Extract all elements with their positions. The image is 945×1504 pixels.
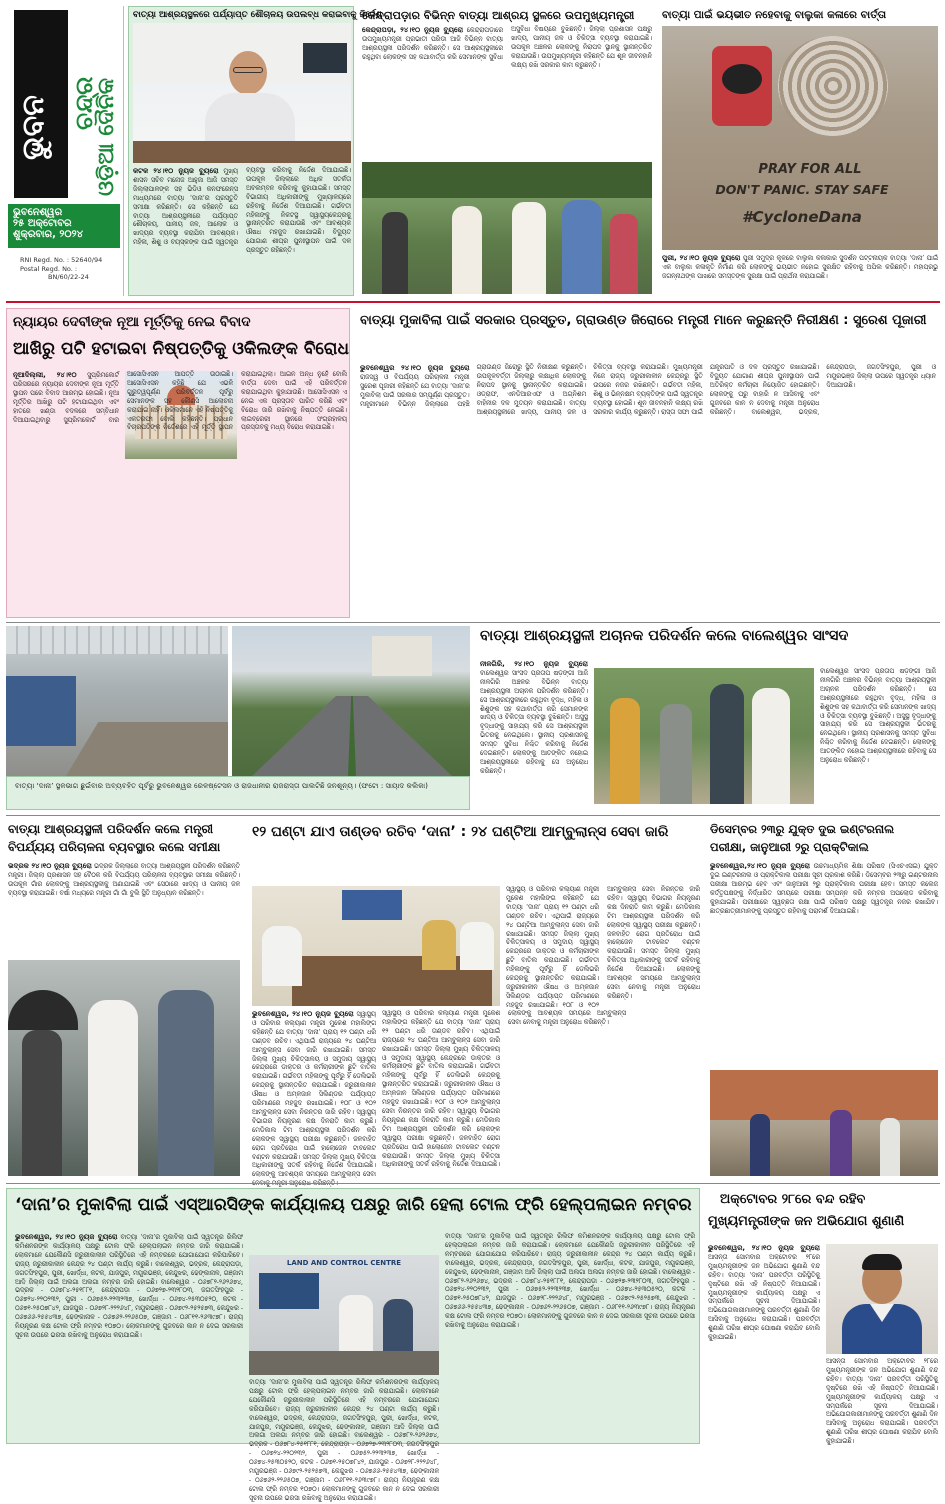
story-src-text-mid: ବାତ୍ୟା ‘ଦାନା’ର ମୁକାବିଲା ପାଇଁ ସ୍ୱତନ୍ତ୍ର ରିଲିଫ କମିଶନରଙ୍କ କାର୍ଯ୍ୟାଳୟ ପକ୍ଷରୁ ଟୋଲ ଫ୍ରି ହେଲ୍ପଲାଇନ ନମ୍ବର ଜାରି କରାଯାଇଛି। ଲୋକମାନେ ଯେକୌଣସି ଜରୁରୀକାଳୀନ ପରିସ୍ଥିତିରେ ଏହି ନମ୍ବରରେ ଯୋଗାଯୋଗ କରିପାରିବେ। ରାଜ୍ୟ ଜରୁରୀକାଳୀନ କେନ୍ଦ୍ର ୨୪ ଘଣ୍ଟା କାର୍ଯ୍ୟ କରୁଛି। ବାଲେଶ୍ୱର, ଭଦ୍ରକ, କେନ୍ଦ୍ରାପଡ଼ା, ଜଗତସିଂହପୁର, ପୁରୀ, ଖୋର୍ଦ୍ଧା, କଟକ, ଯାଜପୁର, ମୟୂରଭଞ୍ଜ, କେନ୍ଦୁଝର, ଢେଙ୍କାନାଳ, ଗଞ୍ଜାମ ଆଦି ଜିଲ୍ଲା ପାଇଁ ଅଲଗା ଅଲଗା ନମ୍ବର ଜାରି ହୋଇଛି। ବାଲେଶ୍ୱର - ୦୬୭୮୨-୨୬୨୬୭୪, ଭଦ୍ରକ - ୦୬୭୮୪-୨୫୧୮୮୧, କେନ୍ଦ୍ରାପଡ଼ା - ୦୬୭୨୭-୨୩୨୮୦୩, ଜଗତସିଂହପୁର - ୦୬୭୨୪-୨୨୦୨୩୨, ପୁରୀ - ୦୬୭୫୨-୨୨୩୨୩୭, ଖୋର୍ଦ୍ଧା - ୦୬୭୪-୨୫୩୦୫୨୦, କଟକ - ୦୬୭୧-୨୫୦୭୮୪୨, ଯାଜପୁର - ୦୬୭୨୮-୨୨୨୬୪୮, ମୟୂରଭଞ୍ଜ - ୦୬୭୯୨-୨୫୨୫୭୩, କେନ୍ଦୁଝର - ୦୬୭୬୬-୨୫୫୪୩୭, ଢେଙ୍କାନାଳ - ୦୬୭୬୨-୨୨୬୫୦୭, ଗଞ୍ଜାମ - ୦୬୮୧୧-୨୬୩୯୭୮। ରାଜ୍ୟ ନିୟନ୍ତ୍ରଣ କକ୍ଷ ଟୋଲ ଫ୍ରି ନମ୍ବର ୧୦୭୦। ଲୋକମାନଙ୍କୁ ଗୁଜବରେ କାନ ନ ଦେଇ ସରକାରୀ ସୂଚନା ଉପରେ ଭରସା ରଖିବାକୁ ଅନୁରୋଧ କରାଯାଇଛି। [249, 1379, 439, 1502]
mp-photo [594, 668, 814, 804]
postal-label: Postal Regd. No. : [20, 264, 78, 273]
masthead-date: ୨୫ ଅକ୍ଟୋବର [13, 218, 72, 229]
review-photo [8, 960, 240, 1176]
src-photo-desk [249, 1351, 439, 1375]
story-sand-headline: ବାତ୍ୟା ପାଇଁ ଭୟଭୀତ ନହେବାକୁ ବାଲୁକା କଳାରେ ବାର୍ତ୍ତା [662, 9, 887, 21]
story-cs [128, 6, 382, 296]
masthead-regd [20, 256, 120, 282]
logo-title-line1: ଭୁବନ [16, 95, 51, 160]
logo-title-line2: ଚନ୍ଦ୍ର [70, 76, 98, 130]
exam-photo [710, 1070, 938, 1176]
story-court [6, 308, 350, 618]
story-dycm-text: କେନ୍ଦ୍ରାପଡ଼ାରେ ଉପମୁଖ୍ୟମନ୍ତ୍ରୀ ପ୍ରଭାତୀ ପରିଡ଼ା ଆଜି ବିଭିନ୍ନ ବାତ୍ୟା ଆଶ୍ରୟସ୍ଥଳୀ ପରିଦର୍ଶନ କରିଛନ୍ତି। ସେ ଆଶ୍ରୟସ୍ଥଳୀରେ ରହୁଥିବା ଲୋକଙ୍କ ସହ କଥାବାର୍ତ୍ତା କରି ସେମାନଙ୍କ ସୁବିଧା ଅସୁବିଧା ବିଷୟରେ ବୁଝିଛନ୍ତି। ଜିଲ୍ଲା ପ୍ରଶାସନ ପକ୍ଷରୁ ଖାଦ୍ୟ, ପାନୀୟ ଜଳ ଓ ଚିକିତ୍ସା ବ୍ୟବସ୍ଥା କରାଯାଇଛି। ଉପକୂଳ ଅଞ୍ଚଳର ଲୋକଙ୍କୁ ନିରାପଦ ସ୍ଥାନକୁ ସ୍ଥାନାନ୍ତରିତ କରାଯାଉଛି। ଉପମୁଖ୍ୟମନ୍ତ୍ରୀ କହିଛନ୍ତି ଯେ ଶୂନ ଜୀବନହାନି ଲକ୍ଷ୍ୟ ରଖି ସରକାର କାମ କରୁଛନ୍ତି। [362, 26, 652, 69]
story-exam-headline-1: ଡିସେମ୍ବର ୨୩ରୁ ଯୁକ୍ତ ଦୁଇ ଇଣ୍ଟରନାଲ [710, 822, 895, 836]
story-cm-text-cont: ଆସନ୍ତା ସୋମବାର ଅକ୍ଟୋବର ୨୮ରେ ମୁଖ୍ୟମନ୍ତ୍ରୀଙ୍କ ଜନ ଅଭିଯୋଗ ଶୁଣାଣି ବନ୍ଦ ରହିବ। ବାତ୍ୟା ‘ଦାନା’ ପରବର୍ତ୍ତୀ ପରିସ୍ଥିତିକୁ ଦୃଷ୍ଟିରେ ରଖି ଏହି ନିଷ୍ପତ୍ତି ନିଆଯାଇଛି। ମୁଖ୍ୟମନ୍ତ୍ରୀଙ୍କ କାର୍ଯ୍ୟାଳୟ ପକ୍ଷରୁ ଏ ସମ୍ପର୍କରେ ସୂଚନା ଦିଆଯାଇଛି। ଅଭିଯୋଗକାରୀମାନଙ୍କୁ ପରବର୍ତ୍ତୀ ଶୁଣାଣି ଦିନ ଆସିବାକୁ ଅନୁରୋଧ କରାଯାଇଛି। ପରବର୍ତ୍ତୀ ଶୁଣାଣି ତାରିଖ ଶୀଘ୍ର ଘୋଷଣା କରାଯିବ ବୋଲି କୁହାଯାଇଛି। [826, 1358, 938, 1446]
story-ambulance-body-right [506, 886, 700, 1176]
masthead-day-year: ଶୁକ୍ରବାର, ୨୦୨୪ [13, 229, 83, 240]
road-buildings [372, 636, 432, 676]
story-exam-body [710, 862, 938, 1066]
story-src [6, 1188, 700, 1502]
story-court-body [13, 371, 347, 615]
exam-photo-student-3 [880, 1118, 900, 1176]
masthead-logo [8, 10, 120, 200]
story-ambulance [248, 820, 704, 1178]
cm-photo [826, 1244, 938, 1354]
sand-text-1: PRAY FOR ALL [758, 162, 862, 177]
story-exam-headline-2: ପରୀକ୍ଷା, ଜାନୁଆରୀ ୨ରୁ ପ୍ରାକ୍ଟିକାଲ [710, 840, 869, 854]
dycm-photo-person-5 [610, 214, 638, 294]
story-cm-headline-2: ମୁଖ୍ୟମନ୍ତ୍ରୀଙ୍କ ଜନ ଅଭିଯୋଗ ଶୁଣାଣି [708, 1214, 905, 1229]
story-mp-dateline: ନୀଳଗିରି, ୨୪।୧୦ ନ୍ୟୁଜ ବ୍ୟୁରୋ [480, 660, 588, 668]
story-minister-headline: ବାତ୍ୟା ମୁକାବିଲା ପାଇଁ ସରକାର ପ୍ରସ୍ତୁତ, ଗ୍ରାଉଣ୍ଡ ଜିରୋରେ ମନ୍ତ୍ରୀ ମାନେ କରୁଛନ୍ତି ନିରୀକ୍ଷଣ : ସୁରେଶ ପୂଜାରୀ [360, 313, 927, 328]
story-src-body-mid [249, 1379, 439, 1502]
sand-sculpture-deity-face [722, 64, 762, 94]
masthead-date-box [8, 204, 120, 248]
story-src-body-left [15, 1233, 243, 1441]
dycm-photo-person-4 [562, 200, 602, 294]
story-sand-text: ପୁରୀ ସମୁଦ୍ର କୂଳରେ ବାଲୁକା କଳାକାର ସୁଦର୍ଶନ ପଟ୍ଟନାୟକ ବାତ୍ୟା ‘ଦାନା’ ପାଇଁ ଏକ ବାଲୁକା କଳାକୃତି ନିର୍ମାଣ କରି ଲୋକଙ୍କୁ ଭୟଭୀତ ନହୋଇ ସୁରକ୍ଷିତ ରହିବାକୁ ଅପିଲ କରିଛନ୍ତି। ମହାପ୍ରଭୁ ଜଗନ୍ନାଥଙ୍କ ପାଖରେ ସମସ୍ତଙ୍କ ସୁରକ୍ଷା ପାଇଁ ପ୍ରାର୍ଥନା କରାଯାଇଛି। [662, 255, 938, 280]
dycm-photo-person-2 [452, 206, 482, 294]
story-src-dateline: ଭୁବନେଶ୍ୱର, ୨୪।୧୦ ନ୍ୟୁଜ ବ୍ୟୁରୋ [15, 1233, 118, 1241]
story-src-body-right [445, 1233, 695, 1441]
road-photo [232, 626, 470, 776]
story-cs-dateline: କଟକ ୨୪।୧୦ ନ୍ୟୁଜ ବ୍ୟୁରୋ [133, 167, 219, 175]
story-review-headline-1: ବାତ୍ୟା ଆଶ୍ରୟସ୍ଥଳୀ ପରିଦର୍ଶନ କଲେ ମନ୍ତ୍ରୀ [8, 822, 214, 836]
mp-photo-woman-1 [610, 698, 640, 804]
story-dycm-headline: କେନ୍ଦ୍ରାପଡ଼ାର ବିଭିନ୍ନ ବାତ୍ୟା ଆଶ୍ରୟ ସ୍ଥଳରେ ଉପମୁଖ୍ୟମନ୍ତ୍ରୀ [362, 9, 635, 22]
src-photo [249, 1255, 439, 1375]
story-review-headline-2: ବିପର୍ଯ୍ୟୟ ପରିଚାଳନା ବ୍ୟବସ୍ଥାର କଲେ ସମୀକ୍ଷା [8, 840, 221, 854]
exam-photo-student-2 [830, 1110, 852, 1176]
logo-title-line3: ଓଡ଼ିଆ ଦୈନିକ [94, 78, 119, 196]
cs-photo-monitor [303, 43, 347, 73]
cs-photo-person-head [229, 51, 267, 95]
photo-strip-caption-box [6, 776, 470, 810]
divider-bottom [6, 1183, 940, 1184]
story-cm-headline-1: ଅକ୍ଟୋବର ୨୮ରେ ବନ୍ଦ ରହିବ [720, 1192, 866, 1207]
review-photo-umbrella [8, 990, 78, 1030]
story-cm [706, 1188, 940, 1444]
story-cs-text: ମୁଖ୍ୟ ଶାସନ ସଚିବ ମନୋଜ ଆହୁଜା ଆଜି ସମସ୍ତ ଜିଲ୍ଲାପାଳଙ୍କ ସହ ଭିଡିଓ କନଫରେନ୍ସ ମାଧ୍ୟମରେ ବାତ୍ୟା ‘ଦାନା’ର ପ୍ରସ୍ତୁତି ସମୀକ୍ଷା କରିଛନ୍ତି। ସେ କହିଛନ୍ତି ଯେ ବାତ୍ୟା ଆଶ୍ରୟସ୍ଥଳୀରେ ପର୍ଯ୍ୟାପ୍ତ ଶୌଚାଳୟ, ପାନୀୟ ଜଳ, ଆଲୋକ ଓ ଖାଦ୍ୟର ବ୍ୟବସ୍ଥା କରାଯିବା ଆବଶ୍ୟକ। ମହିଳା, ଶିଶୁ ଓ ବୟସ୍କଙ୍କ ପାଇଁ ସ୍ୱତନ୍ତ୍ର ବ୍ୟବସ୍ଥା କରିବାକୁ ନିର୍ଦ୍ଦେଶ ଦିଆଯାଇଛି। ଉପକୂଳ ଜିଲ୍ଲାରେ ଅଧିକ ସତର୍କତା ଅବଲମ୍ବନ କରିବାକୁ କୁହାଯାଇଛି। ସମସ୍ତ ବିଭାଗୀୟ ଅଧିକାରୀଙ୍କୁ ମୁଖ୍ୟାଳୟରେ ରହିବାକୁ ନିର୍ଦ୍ଦେଶ ଦିଆଯାଇଛି। ଗର୍ଭବତୀ ମହିଳାଙ୍କୁ ନିକଟସ୍ଥ ସ୍ୱାସ୍ଥ୍ୟକେନ୍ଦ୍ରକୁ ସ୍ଥାନାନ୍ତରିତ କରାଯାଉଛି ଏବଂ ଆବଶ୍ୟକ ଔଷଧ ମହଜୁଦ ରଖାଯାଇଛି। ବିଦ୍ୟୁତ ଯୋଗାଣ ଶୀଘ୍ର ପୁନଃସ୍ଥାପନ ପାଇଁ ଦଳ ପ୍ରସ୍ତୁତ ରହିଛନ୍ତି। [133, 167, 351, 255]
story-court-dateline: ନୂଆଦିଲ୍ଲୀ, ୨୪।୧୦ [13, 371, 77, 379]
story-minister-body [360, 364, 936, 616]
sand-text-2: DON'T PANIC. STAY SAFE [715, 182, 889, 197]
story-exam [708, 820, 940, 1178]
mp-photo-elder [660, 704, 692, 804]
divider-mid-2 [6, 815, 940, 816]
story-minister [356, 308, 940, 618]
cm-photo-hair [862, 1254, 902, 1270]
ambulance-photo-screen [342, 890, 402, 920]
story-dycm [358, 6, 656, 296]
story-cm-dateline: ଭୁବନେଶ୍ୱର, ୨୪।୧୦ ନ୍ୟୁଜ ବ୍ୟୁରୋ [708, 1244, 820, 1252]
cs-photo [133, 23, 351, 163]
story-src-text-right: ବାତ୍ୟା ‘ଦାନା’ର ମୁକାବିଲା ପାଇଁ ସ୍ୱତନ୍ତ୍ର ରିଲିଫ କମିଶନରଙ୍କ କାର୍ଯ୍ୟାଳୟ ପକ୍ଷରୁ ଟୋଲ ଫ୍ରି ହେଲ୍ପଲାଇନ ନମ୍ବର ଜାରି କରାଯାଇଛି। ଲୋକମାନେ ଯେକୌଣସି ଜରୁରୀକାଳୀନ ପରିସ୍ଥିତିରେ ଏହି ନମ୍ବରରେ ଯୋଗାଯୋଗ କରିପାରିବେ। ରାଜ୍ୟ ଜରୁରୀକାଳୀନ କେନ୍ଦ୍ର ୨୪ ଘଣ୍ଟା କାର୍ଯ୍ୟ କରୁଛି। ବାଲେଶ୍ୱର, ଭଦ୍ରକ, କେନ୍ଦ୍ରାପଡ଼ା, ଜଗତସିଂହପୁର, ପୁରୀ, ଖୋର୍ଦ୍ଧା, କଟକ, ଯାଜପୁର, ମୟୂରଭଞ୍ଜ, କେନ୍ଦୁଝର, ଢେଙ୍କାନାଳ, ଗଞ୍ଜାମ ଆଦି ଜିଲ୍ଲା ପାଇଁ ଅଲଗା ଅଲଗା ନମ୍ବର ଜାରି ହୋଇଛି। ବାଲେଶ୍ୱର - ୦୬୭୮୨-୨୬୨୬୭୪, ଭଦ୍ରକ - ୦୬୭୮୪-୨୫୧୮୮୧, କେନ୍ଦ୍ରାପଡ଼ା - ୦୬୭୨୭-୨୩୨୮୦୩, ଜଗତସିଂହପୁର - ୦୬୭୨୪-୨୨୦୨୩୨, ପୁରୀ - ୦୬୭୫୨-୨୨୩୨୩୭, ଖୋର୍ଦ୍ଧା - ୦୬୭୪-୨୫୩୦୫୨୦, କଟକ - ୦୬୭୧-୨୫୦୭୮୪୨, ଯାଜପୁର - ୦୬୭୨୮-୨୨୨୬୪୮, ମୟୂରଭଞ୍ଜ - ୦୬୭୯୨-୨୫୨୫୭୩, କେନ୍ଦୁଝର - ୦୬୭୬୬-୨୫୫୪୩୭, ଢେଙ୍କାନାଳ - ୦୬୭୬୨-୨୨୬୫୦୭, ଗଞ୍ଜାମ - ୦୬୮୧୧-୨୬୩୯୭୮। ରାଜ୍ୟ ନିୟନ୍ତ୍ରଣ କକ୍ଷ ଟୋଲ ଫ୍ରି ନମ୍ବର ୧୦୭୦। ଲୋକମାନଙ୍କୁ ଗୁଜବରେ କାନ ନ ଦେଇ ସରକାରୀ ସୂଚନା ଉପରେ ଭରସା ରଖିବାକୁ ଅନୁରୋଧ କରାଯାଇଛି। [445, 1233, 695, 1330]
story-cs-body [133, 167, 351, 293]
exam-photo-student-1 [750, 1114, 770, 1176]
story-court-text: ସୁପ୍ରିମକୋର୍ଟ ପରିସରରେ ନ୍ୟାୟର ଦେବୀଙ୍କ ନୂଆ ମୂର୍ତ୍ତି ସ୍ଥାପନ ପରେ ବିବାଦ ଆରମ୍ଭ ହୋଇଛି। ନୂଆ ମୂର୍ତ୍ତିର ଆଖିରୁ ପଟି ହଟାଯାଇଥିବା ଏବଂ ହାତରେ ଖଣ୍ଡା ବଦଳରେ ସମ୍ବିଧାନ ଦିଆଯାଇଥିବାରୁ ସୁପ୍ରିମକୋର୍ଟ ବାର ଆସୋସିଏସନ ଆପତ୍ତି ଉଠାଇଛି। ଆସୋସିଏସନ କହିଛି ଯେ ଏଭଳି ଗୁରୁତ୍ୱପୂର୍ଣ୍ଣ ପରିବର୍ତ୍ତନ ପୂର୍ବରୁ ସେମାନଙ୍କ ସହ କୌଣସି ଆଲୋଚନା କରାଯାଇ ନାହିଁ। ଓକିଲମାନେ ଏହି ନିଷ୍ପତ୍ତିକୁ ଏକତରଫା ବୋଲି କହିଛନ୍ତି। ପ୍ରଧାନ ବିଚାରପତିଙ୍କ ନିର୍ଦ୍ଦେଶରେ ଏହି ମୂର୍ତ୍ତି ସ୍ଥାପନ କରାଯାଇଥିଲା। ଆଇନ ଅନ୍ଧ ନୁହେଁ ବୋଲି ବାର୍ତ୍ତା ଦେବା ପାଇଁ ଏହି ପରିବର୍ତ୍ତନ କରାଯାଇଥିବା କୁହାଯାଉଛି। ଆସୋସିଏସନ ଏ ନେଇ ଏକ ପ୍ରସ୍ତାବ ପାରିତ କରିଛି ଏବଂ ବିରୋଧ ଜାରି ରଖିବାକୁ ନିଷ୍ପତ୍ତି ନେଇଛି। ଲାଇବ୍ରେରୀ ସ୍ଥାନରେ ସଂଗ୍ରହାଳୟ ପ୍ରସ୍ତାବକୁ ମଧ୍ୟ ବିରୋଧ କରାଯାଇଛି। [13, 371, 347, 432]
story-court-headline-1: ନ୍ୟାୟର ଦେବୀଙ୍କ ନୂଆ ମୂର୍ତ୍ତିକୁ ନେଇ ବିବାଦ [13, 314, 251, 330]
ambulance-photo-person-3 [460, 922, 494, 970]
exam-photo-building [710, 1070, 938, 1120]
story-review-body [8, 862, 240, 958]
story-mp-headline: ବାତ୍ୟା ଆଶ୍ରୟସ୍ଥଳୀ ଅଚାନକ ପରିଦର୍ଶନ କଲେ ବାଲେଶ୍ୱର ସାଂସଦ [480, 628, 849, 644]
story-dycm-dateline: କେନ୍ଦ୍ରାପଡ଼ା, ୨୪।୧୦ ନ୍ୟୁଜ ବ୍ୟୁରୋ [362, 26, 464, 34]
story-mp [476, 626, 940, 810]
story-mp-text-cont: ବାଲେଶ୍ୱର ସାଂସଦ ପ୍ରତାପ ଷଡ଼ଙ୍ଗୀ ଆଜି ନୀଳଗିରି ଅଞ୍ଚଳର ବିଭିନ୍ନ ବାତ୍ୟା ଆଶ୍ରୟସ୍ଥଳୀ ଅଚାନକ ପରିଦର୍ଶନ କରିଛନ୍ତି। ସେ ଆଶ୍ରୟସ୍ଥଳୀରେ ରହୁଥିବା ବୃଦ୍ଧ, ମହିଳା ଓ ଶିଶୁଙ୍କ ସହ କଥାବାର୍ତ୍ତା କରି ସେମାନଙ୍କ ଖାଦ୍ୟ ଓ ଚିକିତ୍ସା ବ୍ୟବସ୍ଥା ବୁଝିଛନ୍ତି। ଅସୁସ୍ଥ ବୃଦ୍ଧାଙ୍କୁ ସାହାଯ୍ୟ କରି ସେ ଆଶ୍ରୟସ୍ଥଳୀ ଭିତରକୁ ନେଇଥିଲେ। ସ୍ଥାନୀୟ ପ୍ରଶାସନକୁ ସମସ୍ତ ସୁବିଧା ନିଶ୍ଚିତ କରିବାକୁ ନିର୍ଦ୍ଦେଶ ଦେଇଛନ୍ତି। ଲୋକଙ୍କୁ ଆତଙ୍କିତ ନହୋଇ ଆଶ୍ରୟସ୍ଥଳୀରେ ରହିବାକୁ ସେ ଅନୁରୋଧ କରିଛନ୍ତି। [820, 668, 936, 765]
ambulance-photo-person-1 [262, 926, 302, 986]
mp-photo-mp [752, 688, 790, 804]
story-exam-dateline: ଭୁବନେଶ୍ୱର,୨୪।୧୦ ନ୍ୟୁଜ ବ୍ୟୁରୋ [710, 862, 810, 870]
story-ambulance-text-right: ସ୍ୱାସ୍ଥ୍ୟ ଓ ପରିବାର କଲ୍ୟାଣ ମନ୍ତ୍ରୀ ମୁକେଶ ମହାଲିଙ୍ଗ କହିଛନ୍ତି ଯେ ବାତ୍ୟା ‘ଦାନା’ ପ୍ରାୟ ୧୨ ଘଣ୍ଟା ଧରି ତାଣ୍ଡବ ରଚିବ। ଏଥିପାଇଁ ରାଜ୍ୟରେ ୨୪ ଘଣ୍ଟିଆ ଆମ୍ବୁଲାନ୍ସ ସେବା ଜାରି ରଖାଯାଇଛି। ସମସ୍ତ ଜିଲ୍ଲା ମୁଖ୍ୟ ଚିକିତ୍ସାଳୟ ଓ ସମୁଦାୟ ସ୍ୱାସ୍ଥ୍ୟ କେନ୍ଦ୍ରରେ ଡାକ୍ତର ଓ କର୍ମଚାରୀଙ୍କ ଛୁଟି ବାତିଲ କରାଯାଇଛି। ଗର୍ଭବତୀ ମହିଳାଙ୍କୁ ପୂର୍ବରୁ ହିଁ ଡେଲିଭରି କେନ୍ଦ୍ରକୁ ସ୍ଥାନାନ୍ତରିତ କରାଯାଇଛି। ଜରୁରୀକାଳୀନ ଔଷଧ ଓ ଅମ୍ଳଜାନ ସିଲିଣ୍ଡର ପର୍ଯ୍ୟାପ୍ତ ପରିମାଣରେ ମହଜୁଦ ରଖାଯାଇଛି। ୧୦୮ ଓ ୧୦୨ ଆମ୍ବୁଲାନ୍ସ ସେବା ନିରନ୍ତର ଜାରି ରହିବ। ସ୍ୱାସ୍ଥ୍ୟ ବିଭାଗର ନିୟନ୍ତ୍ରଣ କକ୍ଷ ଦିନରାତି କାମ କରୁଛି। ମେଡିକାଲ ଟିମ ଆଶ୍ରୟସ୍ଥଳୀ ପରିଦର୍ଶନ କରି ଲୋକଙ୍କ ସ୍ୱାସ୍ଥ୍ୟ ପରୀକ୍ଷା କରୁଛନ୍ତି। ଜଳବାହିତ ରୋଗ ପ୍ରତିରୋଧ ପାଇଁ ହାଲୋଜେନ ଟାବଲେଟ ବଣ୍ଟନ କରାଯାଉଛି। ସମସ୍ତ ଜିଲ୍ଲା ମୁଖ୍ୟ ଚିକିତ୍ସା ଅଧିକାରୀଙ୍କୁ ସତର୍କ ରହିବାକୁ ନିର୍ଦ୍ଦେଶ ଦିଆଯାଇଛି। ଲୋକଙ୍କୁ ଆବଶ୍ୟକ ସମୟରେ ଆମ୍ବୁଲାନ୍ସ ସେବା ନେବାକୁ ମନ୍ତ୍ରୀ ଅନୁରୋଧ କରିଛନ୍ତି। [506, 886, 700, 1009]
story-src-text: ବାତ୍ୟା ‘ଦାନା’ର ମୁକାବିଲା ପାଇଁ ସ୍ୱତନ୍ତ୍ର ରିଲିଫ କମିଶନରଙ୍କ କାର୍ଯ୍ୟାଳୟ ପକ୍ଷରୁ ଟୋଲ ଫ୍ରି ହେଲ୍ପଲାଇନ ନମ୍ବର ଜାରି କରାଯାଇଛି। ଲୋକମାନେ ଯେକୌଣସି ଜରୁରୀକାଳୀନ ପରିସ୍ଥିତିରେ ଏହି ନମ୍ବରରେ ଯୋଗାଯୋଗ କରିପାରିବେ। ରାଜ୍ୟ ଜରୁରୀକାଳୀନ କେନ୍ଦ୍ର ୨୪ ଘଣ୍ଟା କାର୍ଯ୍ୟ କରୁଛି। ବାଲେଶ୍ୱର, ଭଦ୍ରକ, କେନ୍ଦ୍ରାପଡ଼ା, ଜଗତସିଂହପୁର, ପୁରୀ, ଖୋର୍ଦ୍ଧା, କଟକ, ଯାଜପୁର, ମୟୂରଭଞ୍ଜ, କେନ୍ଦୁଝର, ଢେଙ୍କାନାଳ, ଗଞ୍ଜାମ ଆଦି ଜିଲ୍ଲା ପାଇଁ ଅଲଗା ଅଲଗା ନମ୍ବର ଜାରି ହୋଇଛି। ବାଲେଶ୍ୱର - ୦୬୭୮୨-୨୬୨୬୭୪, ଭଦ୍ରକ - ୦୬୭୮୪-୨୫୧୮୮୧, କେନ୍ଦ୍ରାପଡ଼ା - ୦୬୭୨୭-୨୩୨୮୦୩, ଜଗତସିଂହପୁର - ୦୬୭୨୪-୨୨୦୨୩୨, ପୁରୀ - ୦୬୭୫୨-୨୨୩୨୩୭, ଖୋର୍ଦ୍ଧା - ୦୬୭୪-୨୫୩୦୫୨୦, କଟକ - ୦୬୭୧-୨୫୦୭୮୪୨, ଯାଜପୁର - ୦୬୭୨୮-୨୨୨୬୪୮, ମୟୂରଭଞ୍ଜ - ୦୬୭୯୨-୨୫୨୫୭୩, କେନ୍ଦୁଝର - ୦୬୭୬୬-୨୫୫୪୩୭, ଢେଙ୍କାନାଳ - ୦୬୭୬୨-୨୨୬୫୦୭, ଗଞ୍ଜାମ - ୦୬୮୧୧-୨୬୩୯୭୮। ରାଜ୍ୟ ନିୟନ୍ତ୍ରଣ କକ୍ଷ ଟୋଲ ଫ୍ରି ନମ୍ବର ୧୦୭୦। ଲୋକମାନଙ୍କୁ ଗୁଜବରେ କାନ ନ ଦେଇ ସରକାରୀ ସୂଚନା ଉପରେ ଭରସା ରଖିବାକୁ ଅନୁରୋଧ କରାଯାଇଛି। [15, 1234, 243, 1339]
dycm-photo [362, 162, 652, 294]
story-ambulance-headline: ୧୨ ଘଣ୍ଟା ଯାଏ ତାଣ୍ଡବ ରଚିବ ‘ଦାନା’ : ୨୪ ଘଣ୍ଟିଆ ଆମ୍ବୁଲାନ୍ସ ସେବା ଜାରି [252, 824, 669, 840]
story-mp-body-right [820, 668, 936, 808]
photo-strip [6, 626, 470, 810]
station-roof [6, 626, 228, 654]
story-src-headline: ‘ଦାନା’ର ମୁକାବିଲା ପାଇଁ ଏସ୍‌ଆରସିଙ୍କ କାର୍ଯ୍ୟାଳୟ ପକ୍ଷରୁ ଜାରି ହେଲା ଟୋଲ ଫ୍ରି ହେଲ୍ପଲାଇନ ନମ୍ବର [15, 1195, 692, 1215]
cs-photo-desk [133, 141, 351, 163]
dycm-photo-person-3 [512, 202, 546, 294]
cs-photo-glasses [233, 67, 263, 73]
story-cm-text: ଆସନ୍ତା ସୋମବାର ଅକ୍ଟୋବର ୨୮ରେ ମୁଖ୍ୟମନ୍ତ୍ରୀଙ୍କ ଜନ ଅଭିଯୋଗ ଶୁଣାଣି ବନ୍ଦ ରହିବ। ବାତ୍ୟା ‘ଦାନା’ ପରବର୍ତ୍ତୀ ପରିସ୍ଥିତିକୁ ଦୃଷ୍ଟିରେ ରଖି ଏହି ନିଷ୍ପତ୍ତି ନିଆଯାଇଛି। ମୁଖ୍ୟମନ୍ତ୍ରୀଙ୍କ କାର୍ଯ୍ୟାଳୟ ପକ୍ଷରୁ ଏ ସମ୍ପର୍କରେ ସୂଚନା ଦିଆଯାଇଛି। ଅଭିଯୋଗକାରୀମାନଙ୍କୁ ପରବର୍ତ୍ତୀ ଶୁଣାଣି ଦିନ ଆସିବାକୁ ଅନୁରୋଧ କରାଯାଇଛି। ପରବର୍ତ୍ତୀ ଶୁଣାଣି ତାରିଖ ଶୀଘ୍ର ଘୋଷଣା କରାଯିବ ବୋଲି କୁହାଯାଇଛି। [708, 1253, 820, 1342]
story-cm-body-right [826, 1358, 938, 1446]
story-sand-dateline: ପୁରୀ, ୨୪।୧୦ ନ୍ୟୁଜ ବ୍ୟୁରୋ [662, 254, 741, 262]
story-court-headline-2: ଆଖିରୁ ପଟି ହଟାଇବା ନିଷ୍ପତ୍ତିକୁ ଓକିଲଙ୍କ ବିରୋଧ [13, 339, 349, 359]
story-minister-text: ରାଜସ୍ୱ ଓ ବିପର୍ଯ୍ୟୟ ପରିଚାଳନା ମନ୍ତ୍ରୀ ସୁରେଶ ପୂଜାରୀ କହିଛନ୍ତି ଯେ ବାତ୍ୟା ‘ଦାନା’ର ମୁକାବିଲା ପାଇଁ ସରକାର ସମ୍ପୂର୍ଣ୍ଣ ପ୍ରସ୍ତୁତ। ମନ୍ତ୍ରୀମାନେ ବିଭିନ୍ନ ଜିଲ୍ଲାରେ ପହଞ୍ଚି ଗ୍ରାଉଣ୍ଡ ଜିରୋରୁ ସ୍ଥିତି ନିରୀକ୍ଷଣ କରୁଛନ୍ତି। ଉପକୂଳବର୍ତ୍ତୀ ଜିଲ୍ଲାରୁ ଲକ୍ଷାଧିକ ଲୋକଙ୍କୁ ନିରାପଦ ସ୍ଥାନକୁ ସ୍ଥାନାନ୍ତରିତ କରାଯାଇଛି। ଓଡ୍ରାଫ, ଏନଡିଆରଏଫ ଓ ଅଗ୍ନିଶମ ବାହିନୀର ଦଳ ମୁତୟନ କରାଯାଇଛି। ବାତ୍ୟା ଆଶ୍ରୟସ୍ଥଳୀରେ ଖାଦ୍ୟ, ପାନୀୟ ଜଳ ଓ ଚିକିତ୍ସା ବ୍ୟବସ୍ଥା କରାଯାଇଛି। ମୁଖ୍ୟମନ୍ତ୍ରୀ ନିଜେ ରାଜ୍ୟ ଜରୁରୀକାଳୀନ କେନ୍ଦ୍ରରୁ ସ୍ଥିତି ଉପରେ ନଜର ରଖିଛନ୍ତି। ଗର୍ଭବତୀ ମହିଳା, ଶିଶୁ ଓ ଭିନ୍ନକ୍ଷମ ବ୍ୟକ୍ତିଙ୍କ ପାଇଁ ସ୍ୱତନ୍ତ୍ର ବ୍ୟବସ୍ଥା ହୋଇଛି। ଶୂନ ଜୀବନହାନି ଲକ୍ଷ୍ୟ ରଖି ସରକାର କାର୍ଯ୍ୟ କରୁଛନ୍ତି। ରାସ୍ତା ସଫା ପାଇଁ ଯନ୍ତ୍ରପାତି ଓ ଦଳ ପ୍ରସ୍ତୁତ ରଖାଯାଇଛି। ବିଦ୍ୟୁତ ଯୋଗାଣ ଶୀଘ୍ର ପୁନଃସ୍ଥାପନ ପାଇଁ ଅତିରିକ୍ତ କର୍ମଚାରୀ ନିୟୋଜିତ ହୋଇଛନ୍ତି। ଲୋକଙ୍କୁ ଘରୁ ବାହାରି ନ ଆସିବାକୁ ଏବଂ ଗୁଜବରେ କାନ ନ ଦେବାକୁ ମନ୍ତ୍ରୀ ଅନୁରୋଧ କରିଛନ୍ତି। ବାଲେଶ୍ୱର, ଭଦ୍ରକ, କେନ୍ଦ୍ରାପଡ଼ା, ଜଗତସିଂହପୁର, ପୁରୀ ଓ ମୟୂରଭଞ୍ଜ ଜିଲ୍ଲା ଉପରେ ସ୍ୱତନ୍ତ୍ର ଧ୍ୟାନ ଦିଆଯାଉଛି। [360, 364, 936, 416]
review-photo-person-3 [158, 990, 214, 1176]
story-ambulance-text: ସ୍ୱାସ୍ଥ୍ୟ ଓ ପରିବାର କଲ୍ୟାଣ ମନ୍ତ୍ରୀ ମୁକେଶ ମହାଲିଙ୍ଗ କହିଛନ୍ତି ଯେ ବାତ୍ୟା ‘ଦାନା’ ପ୍ରାୟ ୧୨ ଘଣ୍ଟା ଧରି ତାଣ୍ଡବ ରଚିବ। ଏଥିପାଇଁ ରାଜ୍ୟରେ ୨୪ ଘଣ୍ଟିଆ ଆମ୍ବୁଲାନ୍ସ ସେବା ଜାରି ରଖାଯାଇଛି। ସମସ୍ତ ଜିଲ୍ଲା ମୁଖ୍ୟ ଚିକିତ୍ସାଳୟ ଓ ସମୁଦାୟ ସ୍ୱାସ୍ଥ୍ୟ କେନ୍ଦ୍ରରେ ଡାକ୍ତର ଓ କର୍ମଚାରୀଙ୍କ ଛୁଟି ବାତିଲ କରାଯାଇଛି। ଗର୍ଭବତୀ ମହିଳାଙ୍କୁ ପୂର୍ବରୁ ହିଁ ଡେଲିଭରି କେନ୍ଦ୍ରକୁ ସ୍ଥାନାନ୍ତରିତ କରାଯାଇଛି। ଜରୁରୀକାଳୀନ ଔଷଧ ଓ ଅମ୍ଳଜାନ ସିଲିଣ୍ଡର ପର୍ଯ୍ୟାପ୍ତ ପରିମାଣରେ ମହଜୁଦ ରଖାଯାଇଛି। ୧୦୮ ଓ ୧୦୨ ଆମ୍ବୁଲାନ୍ସ ସେବା ନିରନ୍ତର ଜାରି ରହିବ। ସ୍ୱାସ୍ଥ୍ୟ ବିଭାଗର ନିୟନ୍ତ୍ରଣ କକ୍ଷ ଦିନରାତି କାମ କରୁଛି। ମେଡିକାଲ ଟିମ ଆଶ୍ରୟସ୍ଥଳୀ ପରିଦର୍ଶନ କରି ଲୋକଙ୍କ ସ୍ୱାସ୍ଥ୍ୟ ପରୀକ୍ଷା କରୁଛନ୍ତି। ଜଳବାହିତ ରୋଗ ପ୍ରତିରୋଧ ପାଇଁ ହାଲୋଜେନ ଟାବଲେଟ ବଣ୍ଟନ କରାଯାଉଛି। ସମସ୍ତ ଜିଲ୍ଲା ମୁଖ୍ୟ ଚିକିତ୍ସା ଅଧିକାରୀଙ୍କୁ ସତର୍କ ରହିବାକୁ ନିର୍ଦ୍ଦେଶ ଦିଆଯାଇଛି। ଲୋକଙ୍କୁ ଆବଶ୍ୟକ ସମୟରେ ଆମ୍ବୁଲାନ୍ସ ସେବା [252, 1011, 376, 1179]
story-minister-dateline: ଭୁବନେଶ୍ୱର ୨୪।୧୦ ନ୍ୟୁଜ ବ୍ୟୁରୋ [360, 364, 470, 372]
story-dycm-body [362, 26, 652, 158]
review-photo-person-1 [22, 1030, 62, 1176]
sand-text-3: #CycloneDana [742, 208, 862, 226]
ambulance-photo [252, 886, 500, 1006]
story-ambulance-body-mid [382, 1010, 626, 1176]
story-sand [660, 6, 940, 296]
ambulance-photo-person-2 [422, 920, 456, 970]
masthead [6, 6, 124, 296]
mp-photo-man-1 [710, 684, 744, 804]
photo-strip-caption: ବାତ୍ୟା ‘ଦାନା’ ସ୍ଥଳଭାଗ ଛୁଇଁବାର ଅବ୍ୟବହିତ ପୂର୍ବରୁ ଭୁବନେଶ୍ୱର ରେଳଷ୍ଟେସନ ଓ ରାଜଧାନୀର ରାଜରାସ୍ତା ପାଲଟିଛି ଜନଶୂନ୍ୟ। (ଫଟୋ : ସାୟାଦ କଲିକା) [15, 781, 428, 790]
story-review-text: ଭଦ୍ରକ ଜିଲ୍ଲାରେ ବାତ୍ୟା ଆଶ୍ରୟସ୍ଥଳୀ ପରିଦର୍ଶନ କରିଛନ୍ତି ମନ୍ତ୍ରୀ। ଜିଲ୍ଲା ପ୍ରଶାସନ ସହ ବୈଠକ କରି ବିପର୍ଯ୍ୟୟ ପରିଚାଳନା ବ୍ୟବସ୍ଥାର ସମୀକ୍ଷା କରିଛନ୍ତି। ଉପକୂଳ ଗାଁର ଲୋକଙ୍କୁ ଆଶ୍ରୟସ୍ଥଳୀକୁ ଅଣାଯାଇଛି ଏବଂ ସେଠାରେ ଖାଦ୍ୟ ଓ ପାନୀୟ ଜଳ ବ୍ୟବସ୍ଥା କରାଯାଇଛି। ବର୍ଷା ମଧ୍ୟରେ ମନ୍ତ୍ରୀ ଗାଁ ଗାଁ ବୁଲି ସ୍ଥିତି ଅନୁଧ୍ୟାନ କରିଛନ୍ତି। [8, 863, 240, 897]
story-cm-body-left [708, 1244, 820, 1440]
story-ambulance-body-left [252, 1010, 376, 1179]
story-sand-body [662, 254, 938, 294]
station-platform [66, 722, 228, 776]
postal-number: BN/60/22-24 [48, 273, 89, 281]
divider-mid-1 [6, 622, 940, 623]
dycm-photo-person-1 [382, 212, 408, 294]
dycm-photo-tree [362, 162, 652, 198]
station-photo [6, 626, 228, 776]
story-mp-text: ବାଲେଶ୍ୱର ସାଂସଦ ପ୍ରତାପ ଷଡ଼ଙ୍ଗୀ ଆଜି ନୀଳଗିରି ଅଞ୍ଚଳର ବିଭିନ୍ନ ବାତ୍ୟା ଆଶ୍ରୟସ୍ଥଳୀ ଅଚାନକ ପରିଦର୍ଶନ କରିଛନ୍ତି। ସେ ଆଶ୍ରୟସ୍ଥଳୀରେ ରହୁଥିବା ବୃଦ୍ଧ, ମହିଳା ଓ ଶିଶୁଙ୍କ ସହ କଥାବାର୍ତ୍ତା କରି ସେମାନଙ୍କ ଖାଦ୍ୟ ଓ ଚିକିତ୍ସା ବ୍ୟବସ୍ଥା ବୁଝିଛନ୍ତି। ଅସୁସ୍ଥ ବୃଦ୍ଧାଙ୍କୁ ସାହାଯ୍ୟ କରି ସେ ଆଶ୍ରୟସ୍ଥଳୀ ଭିତରକୁ ନେଇଥିଲେ। ସ୍ଥାନୀୟ ପ୍ରଶାସନକୁ ସମସ୍ତ ସୁବିଧା ନିଶ୍ଚିତ କରିବାକୁ ନିର୍ଦ୍ଦେଶ ଦେଇଛନ୍ତି। ଲୋକଙ୍କୁ ଆତଙ୍କିତ ନହୋଇ ଆଶ୍ରୟସ୍ଥଳୀରେ ରହିବାକୁ ସେ ଅନୁରୋଧ କରିଛନ୍ତି। [480, 669, 588, 775]
review-photo-person-2 [88, 1000, 138, 1176]
sand-photo [662, 26, 938, 250]
story-mp-body-left [480, 660, 588, 808]
masthead-city: ଭୁବନେଶ୍ୱର [13, 207, 63, 218]
story-ambulance-dateline: ଭୁବନେଶ୍ୱର, ୨୪।୧୦ ନ୍ୟୁଜ ବ୍ୟୁରୋ [252, 1010, 354, 1018]
sand-sculpture-shell [778, 36, 888, 136]
src-photo-screen [259, 1273, 319, 1309]
story-ambulance-text-mid: ସ୍ୱାସ୍ଥ୍ୟ ଓ ପରିବାର କଲ୍ୟାଣ ମନ୍ତ୍ରୀ ମୁକେଶ ମହାଲିଙ୍ଗ କହିଛନ୍ତି ଯେ ବାତ୍ୟା ‘ଦାନା’ ପ୍ରାୟ ୧୨ ଘଣ୍ଟା ଧରି ତାଣ୍ଡବ ରଚିବ। ଏଥିପାଇଁ ରାଜ୍ୟରେ ୨୪ ଘଣ୍ଟିଆ ଆମ୍ବୁଲାନ୍ସ ସେବା ଜାରି ରଖାଯାଇଛି। ସମସ୍ତ ଜିଲ୍ଲା ମୁଖ୍ୟ ଚିକିତ୍ସାଳୟ ଓ ସମୁଦାୟ ସ୍ୱାସ୍ଥ୍ୟ କେନ୍ଦ୍ରରେ ଡାକ୍ତର ଓ କର୍ମଚାରୀଙ୍କ ଛୁଟି ବାତିଲ କରାଯାଇଛି। ଗର୍ଭବତୀ ମହିଳାଙ୍କୁ ପୂର୍ବରୁ ହିଁ ଡେଲିଭରି କେନ୍ଦ୍ରକୁ ସ୍ଥାନାନ୍ତରିତ କରାଯାଇଛି। ଜରୁରୀକାଳୀନ ଔଷଧ ଓ ଅମ୍ଳଜାନ ସିଲିଣ୍ଡର ପର୍ଯ୍ୟାପ୍ତ ପରିମାଣରେ ମହଜୁଦ ରଖାଯାଇଛି। ୧୦୮ ଓ ୧୦୨ ଆମ୍ବୁଲାନ୍ସ ସେବା ନିରନ୍ତର ଜାରି ରହିବ। ସ୍ୱାସ୍ଥ୍ୟ ବିଭାଗର ନିୟନ୍ତ୍ରଣ କକ୍ଷ ଦିନରାତି କାମ କରୁଛି। ମେଡିକାଲ ଟିମ ଆଶ୍ରୟସ୍ଥଳୀ ପରିଦର୍ଶନ କରି ଲୋକଙ୍କ ସ୍ୱାସ୍ଥ୍ୟ ପରୀକ୍ଷା କରୁଛନ୍ତି। ଜଳବାହିତ ରୋଗ ପ୍ରତିରୋଧ ପାଇଁ ହାଲୋଜେନ ଟାବଲେଟ ବଣ୍ଟନ କରାଯାଉଛି। ସମସ୍ତ ଜିଲ୍ଲା ମୁଖ୍ୟ ଚିକିତ୍ସା ଅଧିକାରୀଙ୍କୁ ସତର୍କ ରହିବାକୁ ନିର୍ଦ୍ଦେଶ ଦିଆଯାଇଛି। ଲୋକଙ୍କୁ ଆବଶ୍ୟକ ସମୟରେ ଆମ୍ବୁଲାନ୍ସ ସେବା ନେବାକୁ ମନ୍ତ୍ରୀ ଅନୁରୋଧ କରିଛନ୍ତି। [382, 1010, 626, 1169]
station-train [6, 676, 76, 746]
story-cs-headline: ବାତ୍ୟା ଆଶ୍ରୟସ୍ଥଳରେ ପର୍ଯ୍ୟାପ୍ତ ଶୌଚାଳୟ ଉପଲବ୍ଧ କରାଇବାକୁ ନିର୍ଦ୍ଦେଶ [133, 10, 382, 20]
story-review [6, 820, 242, 1178]
story-review-dateline: ଭଦ୍ରକ ୨୪।୧୦ ନ୍ୟୁଜ ବ୍ୟୁରୋ [8, 862, 92, 870]
story-exam-text: ଉଚ୍ଚମାଧ୍ୟମିକ ଶିକ୍ଷା ପରିଷଦ (ସିଏଚଏସଇ) ଯୁକ୍ତ ଦୁଇ ଇଣ୍ଟରନାଲ ଓ ପ୍ରାକ୍ଟିକାଲ ପରୀକ୍ଷା ସୂଚୀ ପ୍ରକାଶ କରିଛି। ଡିସେମ୍ବର ୨୩ରୁ ଇଣ୍ଟରନାଲ ପରୀକ୍ଷା ଆରମ୍ଭ ହେବ ଏବଂ ଜାନୁଆରୀ ୨ରୁ ପ୍ରାକ୍ଟିକାଲ ପରୀକ୍ଷା ହେବ। ସମସ୍ତ କଲେଜ କର୍ତ୍ତୃପକ୍ଷଙ୍କୁ ନିର୍ଦ୍ଧାରିତ ସମୟରେ ପରୀକ୍ଷା ସମ୍ପନ୍ନ କରି ନମ୍ବର ଅପଲୋଡ କରିବାକୁ କୁହାଯାଇଛି। ପରୀକ୍ଷାରେ ସ୍ୱଚ୍ଛତା ରକ୍ଷା ପାଇଁ ପରିଷଦ ପକ୍ଷରୁ ସ୍ୱତନ୍ତ୍ର ନଜର ରଖାଯିବ। ଛାତ୍ରଛାତ୍ରୀମାନଙ୍କୁ ପ୍ରସ୍ତୁତ ରହିବାକୁ ପରାମର୍ଶ ଦିଆଯାଇଛି। [710, 863, 938, 915]
rni-number: RNI Regd. No. : 52640/94 [20, 256, 103, 264]
src-photo-banner: LAND AND CONTROL CENTRE [286, 1259, 402, 1267]
divider-top [6, 301, 940, 303]
